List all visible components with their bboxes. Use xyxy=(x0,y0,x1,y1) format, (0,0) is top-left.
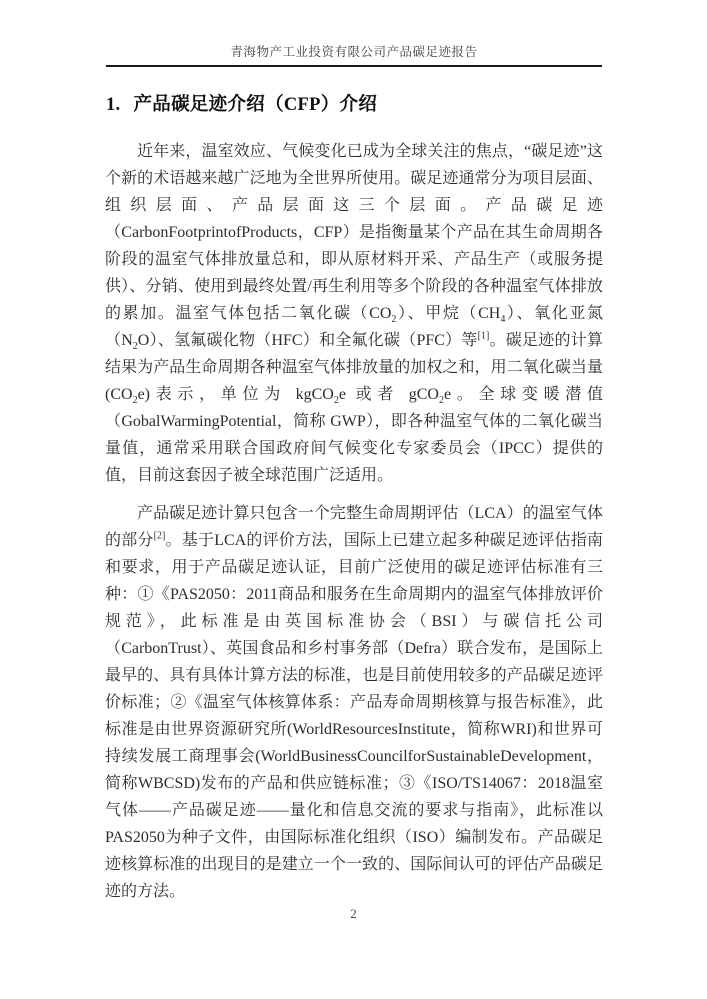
section-heading xyxy=(106,90,603,116)
page-footer xyxy=(0,906,707,922)
page-header xyxy=(106,42,602,67)
document-body xyxy=(105,138,603,905)
paragraph: 近年来，温室效应、气候变化已成为全球关注的焦点，“碳足迹”这个新的术语越来越广泛地为全世界所使用。碳足迹通常分为项目层面、组织层面、产品层面这三个层面。产品碳足迹（CarbonFootprintofProducts，CFP）是指衡量某个产品在其生命周期各阶段的温室气体排放量总和，即从原材料开采、产品生产（或服务提供）、分销、使用到最终处置/再生利用等多个阶段的各种温室气体排放的累加。温室气体包括二氧化碳$(CO_2)$、甲烷$(CH_4)$、氧化亚氮$(N_2O)$、氢氟碳化物（HFC）和全氟化碳（PFC）等[1]。碳足迹的计算结果为产品生命周期各种温室气体排放量的加权之和，用二氧化碳当量$(CO_2e)$表示，单位为 kgCO$_2$e 或者 gCO$_2$e。全球变暖潜值（GobalWarmingPotential，简称 GWP），即各种温室气体的二氧化碳当量值，通常采用联合国政府间气候变化专家委员会（IPCC）提供的值，目前这套因子被全球范围广泛适用。 xyxy=(105,143,603,484)
page-number: 2 xyxy=(350,906,357,921)
heading-text: 产品碳足迹介绍（CFP）介绍 xyxy=(133,95,378,115)
header-title: 青海物产工业投资有限公司产品碳足迹报告 xyxy=(230,45,478,59)
paragraph: 产品碳足迹计算只包含一个完整生命周期评估（LCA）的温室气体的部分[2]。基于LCA的评价方法，国际上已建立起多种碳足迹评估指南和要求，用于产品碳足迹认证，目前广泛使用的碳足迹评估标准有三种：①《PAS2050：2011商品和服务在生命周期内的温室气体排放评价规范》，此标准是由英国标准协会（BSI）与碳信托公司（CarbonTrust）、英国食品和乡村事务部（Defra）联合发布，是国际上最早的、具有具体计算方法的标准，也是目前使用较多的产品碳足迹评价标准；②《温室气体核算体系：产品寿命周期核算与报告标准》，此标准是由世界资源研究所(WorldResourcesInstitute，简称WRI)和世界可持续发展工商理事会(WorldBusinessCouncilforSustainableDevelopment，简称WBCSD)发布的产品和供应链标准；③《ISO/TS14067：2018温室气体——产品碳足迹——量化和信息交流的要求与指南》，此标准以PAS2050为种子文件，由国际标准化组织（ISO）编制发布。产品碳足迹核算标准的出现目的是建立一个一致的、国际间认可的评估产品碳足迹的方法。 xyxy=(105,505,603,900)
heading-number: 1. xyxy=(106,95,121,115)
